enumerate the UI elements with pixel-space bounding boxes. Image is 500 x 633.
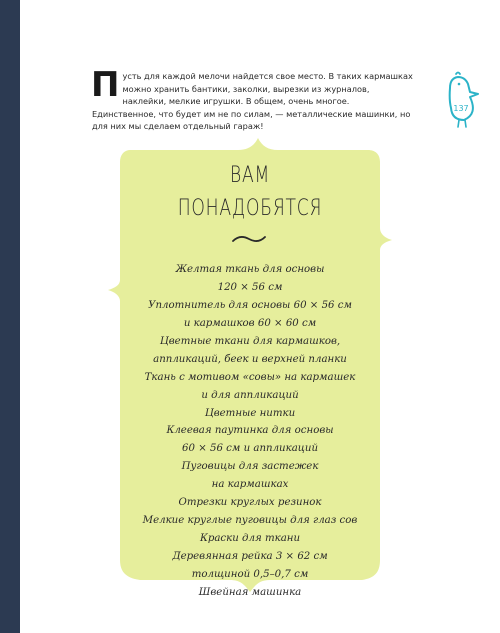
list-item: и для аппликаций [201,389,299,401]
list-item: Мелкие круглые пуговицы для глаз сов [142,515,358,527]
list-item: Отрезки круглых резинок [178,497,322,509]
page-number: 137 [453,104,469,113]
drop-cap: П [91,65,120,105]
list-item: 120 × 56 см [217,281,283,293]
list-item: аппликаций, беек и верхней планки [153,353,347,365]
list-item: Краски для ткани [199,533,301,545]
title-line-1: ВАМ [229,163,271,188]
list-item: толщиной 0,5–0,7 см [191,568,309,580]
list-item: 60 × 56 см и аппликаций [182,443,318,455]
intro-text: усть для каждой мелочи найдется свое место. В таких кармашках можно хранить бантики, заколки, вырезки из журналов, наклейки, мелкие игрушки. В общем, очень многое. Единственное, что будет им не по силам, — металлические машинки, но для них мы сделаем отдельный гараж! [92,71,413,132]
list-item: Ткань с мотивом «совы» на кармашек [144,371,356,383]
list-item: и кармашков 60 × 60 см [183,317,317,329]
materials-list [125,261,375,602]
list-item: Клеевая паутинка для основы [166,425,334,437]
list-item: Пуговицы для застежек [181,461,319,473]
tilde-ornament-icon [230,232,268,246]
list-item: Желтая ткань для основы [175,264,325,275]
list-item: Швейная машинка [198,586,302,598]
list-item: на кармашках [211,479,289,491]
title-line-2: ПОНАДОБЯТСЯ [177,196,323,221]
list-item: Цветные ткани для кармашков, [159,335,341,347]
list-item: Цветные нитки [204,407,296,419]
list-item: Деревянная рейка 3 × 62 см [172,551,328,562]
list-item: Уплотнитель для основы 60 × 56 см [148,299,352,311]
